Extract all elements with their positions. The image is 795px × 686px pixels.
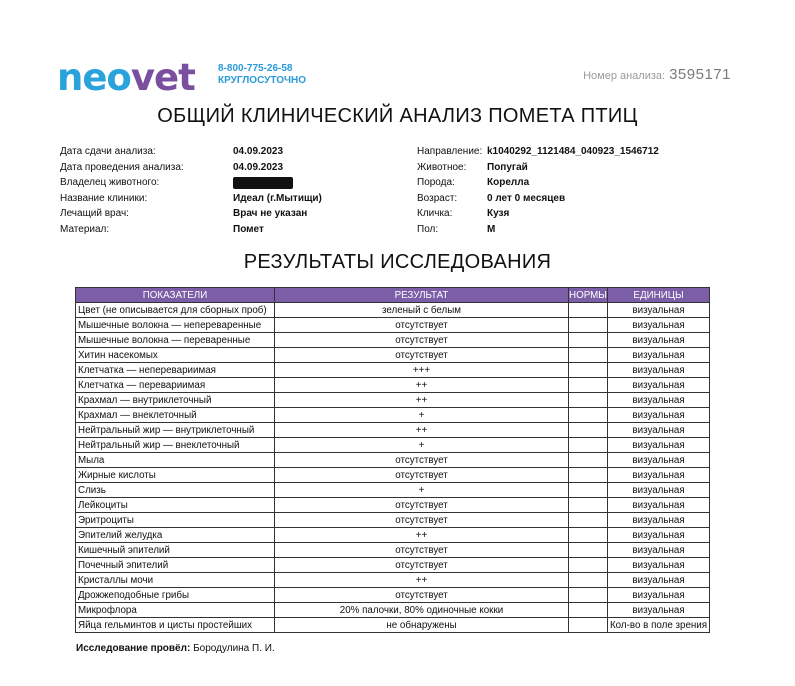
norm-cell xyxy=(569,528,608,543)
performed-by xyxy=(76,643,275,654)
info-row: Материал: Помет xyxy=(60,223,264,235)
indicator-cell: Микрофлора xyxy=(76,603,275,618)
header-norms: НОРМЫ xyxy=(569,289,607,301)
indicator-cell: Мыла xyxy=(76,453,275,468)
table-row xyxy=(76,603,710,618)
indicator-cell: Нейтральный жир — внеклеточный xyxy=(76,438,275,453)
table-row xyxy=(76,438,710,453)
indicator-cell: Эпителий желудка xyxy=(76,528,275,543)
norm-cell xyxy=(569,513,608,528)
report-title: ОБЩИЙ КЛИНИЧЕСКИЙ АНАЛИЗ ПОМЕТА ПТИЦ xyxy=(157,105,638,127)
results-title: РЕЗУЛЬТАТЫ ИССЛЕДОВАНИЯ xyxy=(243,251,552,273)
analysis-number: 3595171 xyxy=(669,66,731,83)
indicator-cell: Мышечные волокна — непереваренные xyxy=(76,318,275,333)
header-indicators: ПОКАЗАТЕЛИ xyxy=(76,288,275,303)
unit-cell: визуальная xyxy=(607,468,709,483)
unit-cell: визуальная xyxy=(607,513,709,528)
result-cell: отсутствует xyxy=(275,543,569,558)
info-right-block xyxy=(417,144,659,238)
table-row xyxy=(76,318,710,333)
result-cell: отсутствует xyxy=(275,333,569,348)
unit-cell: визуальная xyxy=(607,528,709,543)
unit-cell: визуальная xyxy=(607,603,709,618)
info-row: Животное: Попугай xyxy=(417,161,528,173)
result-cell: отсутствует xyxy=(275,558,569,573)
info-row: Возраст: 0 лет 0 месяцев xyxy=(417,192,566,204)
result-cell: отсутствует xyxy=(275,498,569,513)
result-cell: + xyxy=(275,483,569,498)
table-row xyxy=(76,393,710,408)
result-cell: + xyxy=(275,438,569,453)
indicator-cell: Дрожжеподобные грибы xyxy=(76,588,275,603)
unit-cell: визуальная xyxy=(607,573,709,588)
norm-cell xyxy=(569,333,608,348)
table-row xyxy=(76,588,710,603)
info-row: Кличка: Кузя xyxy=(417,208,510,220)
indicator-cell: Мышечные волокна — переваренные xyxy=(76,333,275,348)
contact-block xyxy=(218,63,306,87)
indicator-cell: Кишечный эпителий xyxy=(76,543,275,558)
info-row: Пол: М xyxy=(417,223,496,235)
result-cell: + xyxy=(275,408,569,423)
result-cell: отсутствует xyxy=(275,453,569,468)
info-row: Дата сдачи анализа: 04.09.2023 xyxy=(60,146,284,157)
unit-cell: визуальная xyxy=(607,408,709,423)
norm-cell xyxy=(569,393,608,408)
result-cell: зеленый с белым xyxy=(275,303,569,318)
unit-cell: визуальная xyxy=(607,303,709,318)
table-row xyxy=(76,543,710,558)
result-cell: ++ xyxy=(275,378,569,393)
result-cell: отсутствует xyxy=(275,318,569,333)
logo-text-vet: vet xyxy=(130,56,195,99)
unit-cell: визуальная xyxy=(607,378,709,393)
norm-cell xyxy=(569,438,608,453)
header-units: ЕДИНИЦЫ xyxy=(607,288,709,303)
unit-cell: визуальная xyxy=(607,393,709,408)
info-row: Направление: k1040292_1121484_040923_1546712 xyxy=(417,146,659,157)
result-cell: отсутствует xyxy=(275,468,569,483)
indicator-cell: Яйца гельминтов и цисты простейших xyxy=(76,618,275,633)
unit-cell: визуальная xyxy=(607,453,709,468)
unit-cell: визуальная xyxy=(607,438,709,453)
logo-text-neo: neo xyxy=(57,56,131,99)
table-row xyxy=(76,408,710,423)
indicator-cell: Эритроциты xyxy=(76,513,275,528)
unit-cell: визуальная xyxy=(607,588,709,603)
performed-by-name: Бородулина П. И. xyxy=(193,643,275,654)
table-header-row xyxy=(76,288,710,303)
result-cell: ++ xyxy=(275,528,569,543)
result-cell: 20% палочки, 80% одиночные кокки xyxy=(275,603,569,618)
table-row xyxy=(76,363,710,378)
table-row xyxy=(76,423,710,438)
analysis-number-label: Номер анализа: xyxy=(583,70,666,82)
indicator-cell: Кристаллы мочи xyxy=(76,573,275,588)
table-row xyxy=(76,528,710,543)
info-row: Порода: Корелла xyxy=(417,177,530,189)
result-cell: ++ xyxy=(275,573,569,588)
norm-cell xyxy=(569,558,608,573)
norm-cell xyxy=(569,318,608,333)
unit-cell: визуальная xyxy=(607,333,709,348)
table-row xyxy=(76,453,710,468)
result-cell: не обнаружены xyxy=(275,618,569,633)
redacted-owner-name xyxy=(233,177,293,189)
result-cell: ++ xyxy=(275,423,569,438)
unit-cell: визуальная xyxy=(607,363,709,378)
table-row xyxy=(76,573,710,588)
norm-cell xyxy=(569,543,608,558)
norm-cell xyxy=(569,498,608,513)
unit-cell: визуальная xyxy=(607,318,709,333)
unit-cell: визуальная xyxy=(607,483,709,498)
table-row xyxy=(76,348,710,363)
indicator-cell: Жирные кислоты xyxy=(76,468,275,483)
unit-cell: Кол-во в поле зрения xyxy=(607,618,709,633)
table-row xyxy=(76,513,710,528)
table-row xyxy=(76,498,710,513)
norm-cell xyxy=(569,408,608,423)
table-row xyxy=(76,333,710,348)
table-row xyxy=(76,468,710,483)
indicator-cell: Крахмал — внеклеточный xyxy=(76,408,275,423)
info-row: Дата проведения анализа: 04.09.2023 xyxy=(60,161,284,173)
unit-cell: визуальная xyxy=(607,558,709,573)
norm-cell xyxy=(569,303,608,318)
unit-cell: визуальная xyxy=(607,543,709,558)
norm-cell xyxy=(569,423,608,438)
indicator-cell: Почечный эпителий xyxy=(76,558,275,573)
indicator-cell: Нейтральный жир — внутриклеточный xyxy=(76,423,275,438)
norm-cell xyxy=(569,573,608,588)
unit-cell: визуальная xyxy=(607,348,709,363)
unit-cell: визуальная xyxy=(607,423,709,438)
indicator-cell: Слизь xyxy=(76,483,275,498)
norm-cell xyxy=(569,453,608,468)
results-table xyxy=(75,287,710,633)
table-row xyxy=(76,483,710,498)
info-row: Название клиники: Идеал (г.Мытищи) xyxy=(60,192,322,204)
table-row xyxy=(76,378,710,393)
norm-cell xyxy=(569,483,608,498)
info-row: Лечащий врач: Врач не указан xyxy=(60,208,308,220)
header-result: РЕЗУЛЬТАТ xyxy=(275,288,569,303)
table-row xyxy=(76,303,710,318)
norm-cell xyxy=(569,588,608,603)
norm-cell xyxy=(569,363,608,378)
indicator-cell: Клетчатка — неперевариимая xyxy=(76,363,275,378)
info-row: Владелец животного: xyxy=(60,175,322,191)
result-cell: +++ xyxy=(275,363,569,378)
indicator-cell: Лейкоциты xyxy=(76,498,275,513)
indicator-cell: Крахмал — внутриклеточный xyxy=(76,393,275,408)
norm-cell xyxy=(569,348,608,363)
analysis-number-block xyxy=(583,66,731,83)
indicator-cell: Клетчатка — перевариимая xyxy=(76,378,275,393)
indicator-cell: Хитин насекомых xyxy=(76,348,275,363)
norm-cell xyxy=(569,378,608,393)
result-cell: ++ xyxy=(275,393,569,408)
result-cell: отсутствует xyxy=(275,513,569,528)
norm-cell xyxy=(569,603,608,618)
table-row xyxy=(76,618,710,633)
neovet-logo xyxy=(57,56,195,99)
indicator-cell: Цвет (не описывается для сборных проб) xyxy=(76,303,275,318)
phone-number: 8-800-775-26-58 xyxy=(218,63,293,74)
norm-cell xyxy=(569,618,608,633)
hours-label: КРУГЛОСУТОЧНО xyxy=(218,75,307,86)
result-cell: отсутствует xyxy=(275,588,569,603)
norm-cell xyxy=(569,468,608,483)
results-body xyxy=(76,303,710,633)
info-left-block xyxy=(60,144,322,238)
result-cell: отсутствует xyxy=(275,348,569,363)
performed-by-label: Исследование провёл: xyxy=(76,643,191,654)
table-row xyxy=(76,558,710,573)
unit-cell: визуальная xyxy=(607,498,709,513)
